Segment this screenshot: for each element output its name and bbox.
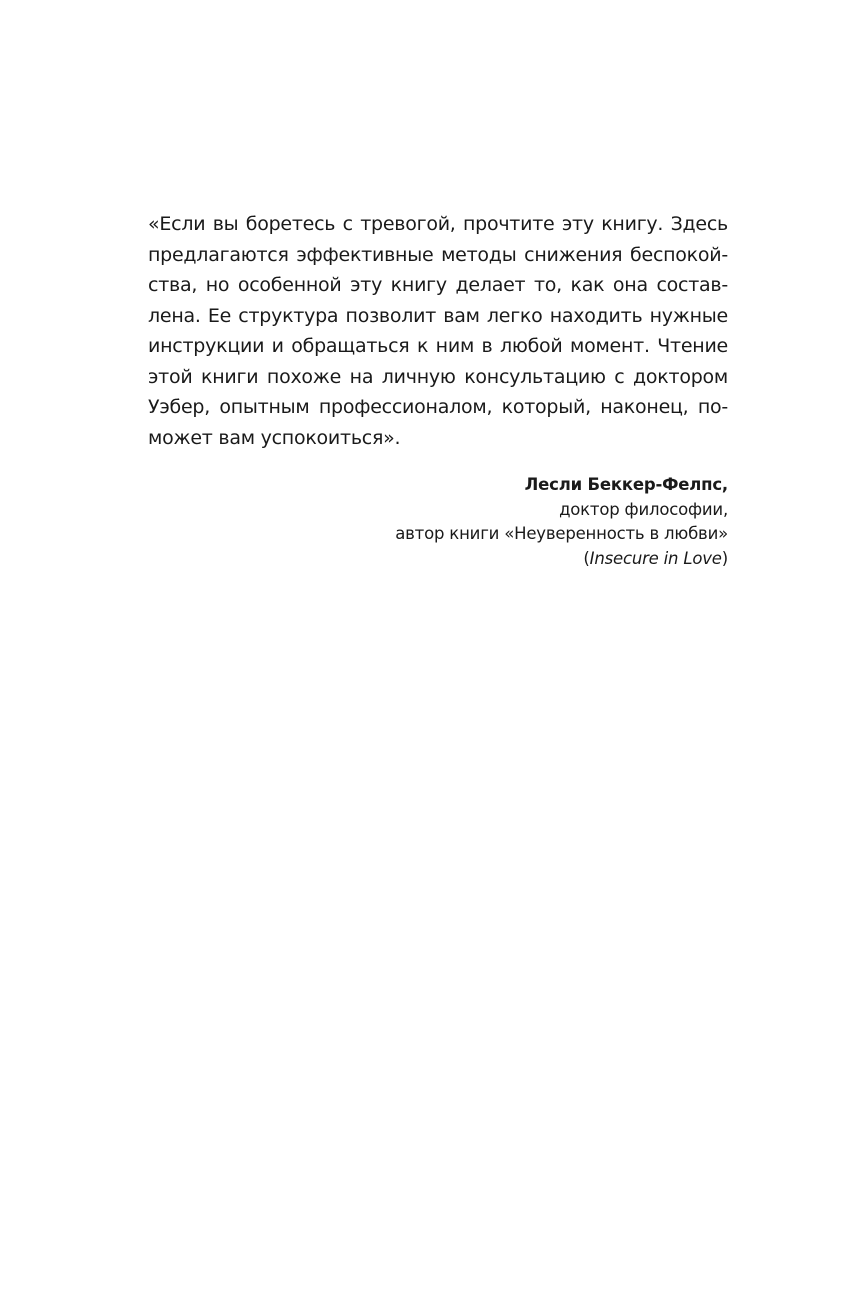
quote-line-8: может вам успокоиться». xyxy=(148,426,401,449)
endorsement-quote xyxy=(148,209,728,453)
quote-line-1: «Если вы боретесь с тревогой, прочтите эту книгу. Здесь xyxy=(148,213,728,235)
author-book: автор книги «Неуверенность в любви» xyxy=(395,524,728,543)
original-title-line xyxy=(395,547,728,572)
quote-attribution xyxy=(395,473,728,571)
quote-line-6: этой книги похоже на личную консультацию с доктором xyxy=(148,365,728,388)
quote-line-3: ства, но особенной эту книгу делает то, как она состав- xyxy=(148,274,728,296)
original-title: Insecure in Love xyxy=(589,548,722,568)
author-degree: доктор философии, xyxy=(559,499,728,519)
quote-line-5: инструкции и обращаться к ним в любой момент. Чтение xyxy=(148,335,728,357)
quote-line-2: предлагаются эффективные методы снижения беспокой- xyxy=(148,243,728,266)
quote-line-7: Уэбер, опытным профессионалом, который, наконец, по- xyxy=(148,396,728,418)
quote-line-4: лена. Ее структура позволит вам легко находить нужные xyxy=(148,304,728,327)
original-title-open-paren: ( xyxy=(583,548,590,568)
original-title-close-paren: ) xyxy=(721,548,728,568)
author-name: Лесли Беккер-Фелпс, xyxy=(524,475,728,494)
